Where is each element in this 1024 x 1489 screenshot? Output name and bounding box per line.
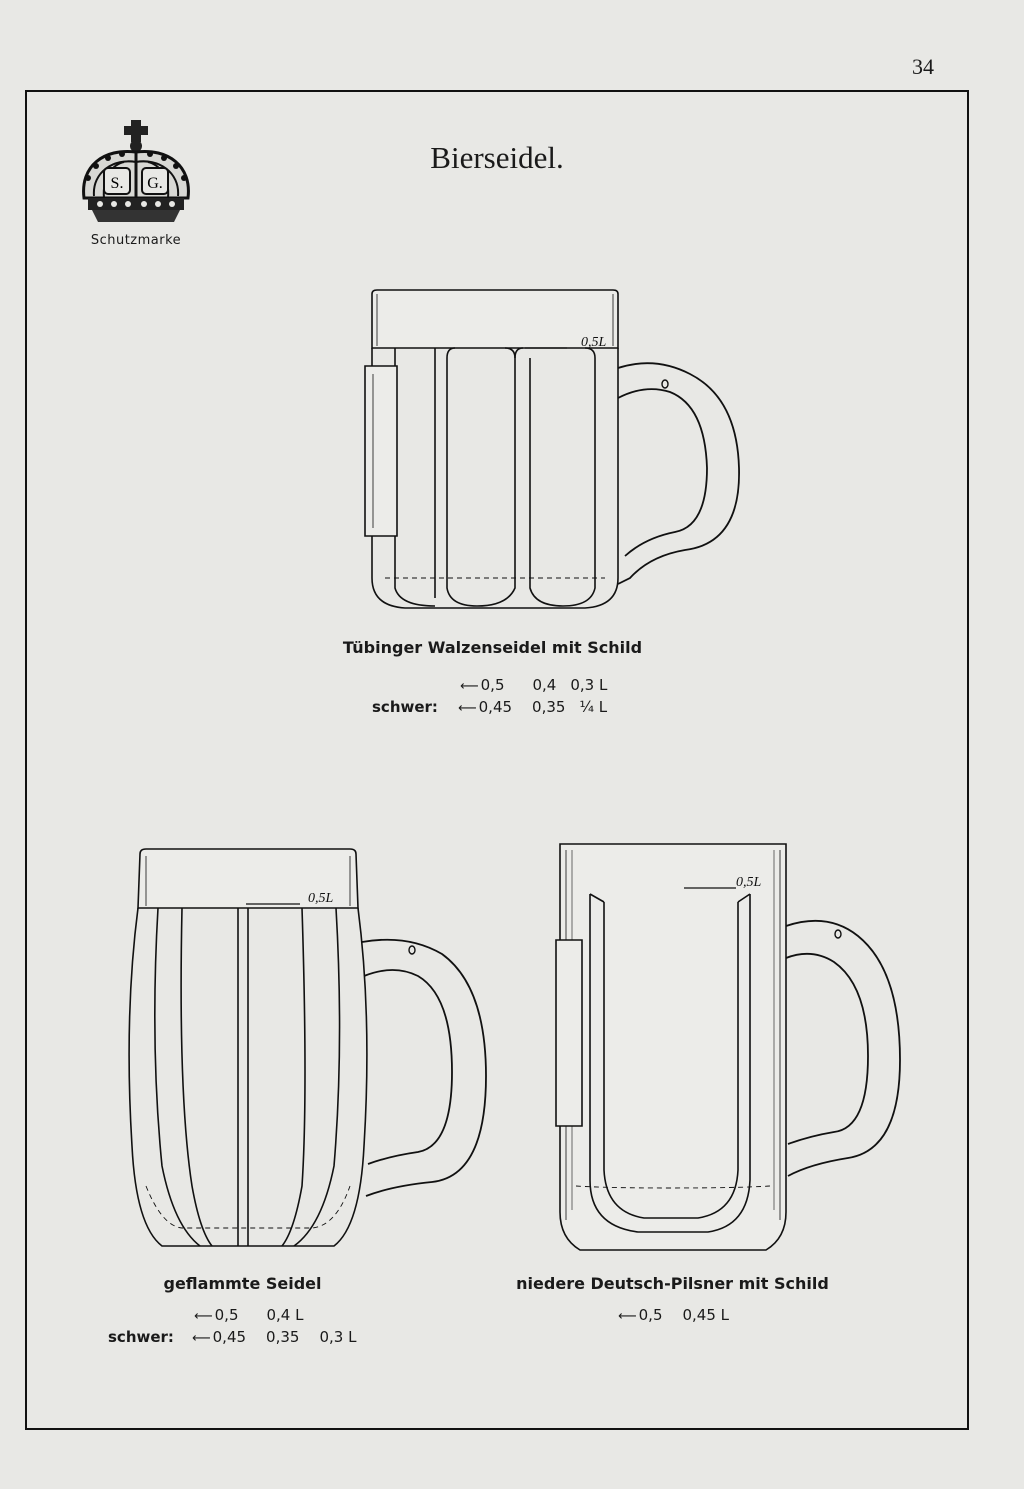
page-number: 34 bbox=[912, 54, 934, 79]
logo-initial-left: S. bbox=[110, 175, 124, 192]
size-value: 0,35 bbox=[532, 698, 566, 716]
trademark-logo bbox=[74, 118, 198, 248]
size-row-heavy bbox=[372, 698, 607, 716]
page-title: Bierseidel. bbox=[430, 140, 564, 175]
heavy-label: schwer: bbox=[372, 698, 438, 716]
size-list-pilsner bbox=[618, 1306, 729, 1324]
size-value: 0,45 bbox=[212, 1328, 247, 1346]
size-value: 0,45 bbox=[478, 698, 513, 716]
size-value: 0,3 L bbox=[319, 1328, 357, 1346]
level-mark-label: 0,5L bbox=[581, 335, 607, 350]
size-arrow-icon: ⟵ bbox=[618, 1309, 637, 1324]
logo-initial-right: G. bbox=[147, 175, 163, 192]
size-value: 0,4 L bbox=[266, 1306, 304, 1324]
size-value: 0,5 bbox=[480, 676, 505, 694]
product-name-geflammt: geflammte Seidel bbox=[163, 1274, 322, 1293]
product-name-pilsner: niedere Deutsch-Pilsner mit Schild bbox=[516, 1274, 829, 1293]
size-value: 0,3 L bbox=[570, 676, 608, 694]
size-row-heavy bbox=[108, 1328, 356, 1346]
size-list-tuebinger bbox=[372, 676, 607, 716]
size-row-normal bbox=[108, 1306, 356, 1324]
level-mark-label: 0,5L bbox=[308, 891, 334, 906]
logo-caption: Schutzmarke bbox=[90, 233, 182, 248]
size-list-geflammt bbox=[108, 1306, 356, 1346]
size-value: ¼ L bbox=[579, 698, 608, 716]
size-value: 0,5 bbox=[214, 1306, 239, 1324]
size-value: 0,5 bbox=[638, 1306, 663, 1324]
size-arrow-icon: ⟵ bbox=[192, 1331, 211, 1346]
size-row-normal bbox=[618, 1306, 729, 1324]
mug-illustration-geflammt bbox=[122, 846, 492, 1256]
level-mark-label: 0,5L bbox=[736, 875, 762, 890]
size-value: 0,35 bbox=[266, 1328, 300, 1346]
size-value: 0,4 bbox=[532, 676, 557, 694]
mug-illustration-pilsner bbox=[548, 840, 908, 1252]
mug-illustration-tuebinger bbox=[355, 288, 755, 618]
size-arrow-icon: ⟵ bbox=[458, 701, 477, 716]
size-row-normal bbox=[372, 676, 607, 694]
product-name-tuebinger: Tübinger Walzenseidel mit Schild bbox=[342, 638, 643, 657]
size-arrow-icon: ⟵ bbox=[460, 679, 479, 694]
heavy-label: schwer: bbox=[108, 1328, 174, 1346]
size-value: 0,45 L bbox=[682, 1306, 730, 1324]
size-arrow-icon: ⟵ bbox=[194, 1309, 213, 1324]
